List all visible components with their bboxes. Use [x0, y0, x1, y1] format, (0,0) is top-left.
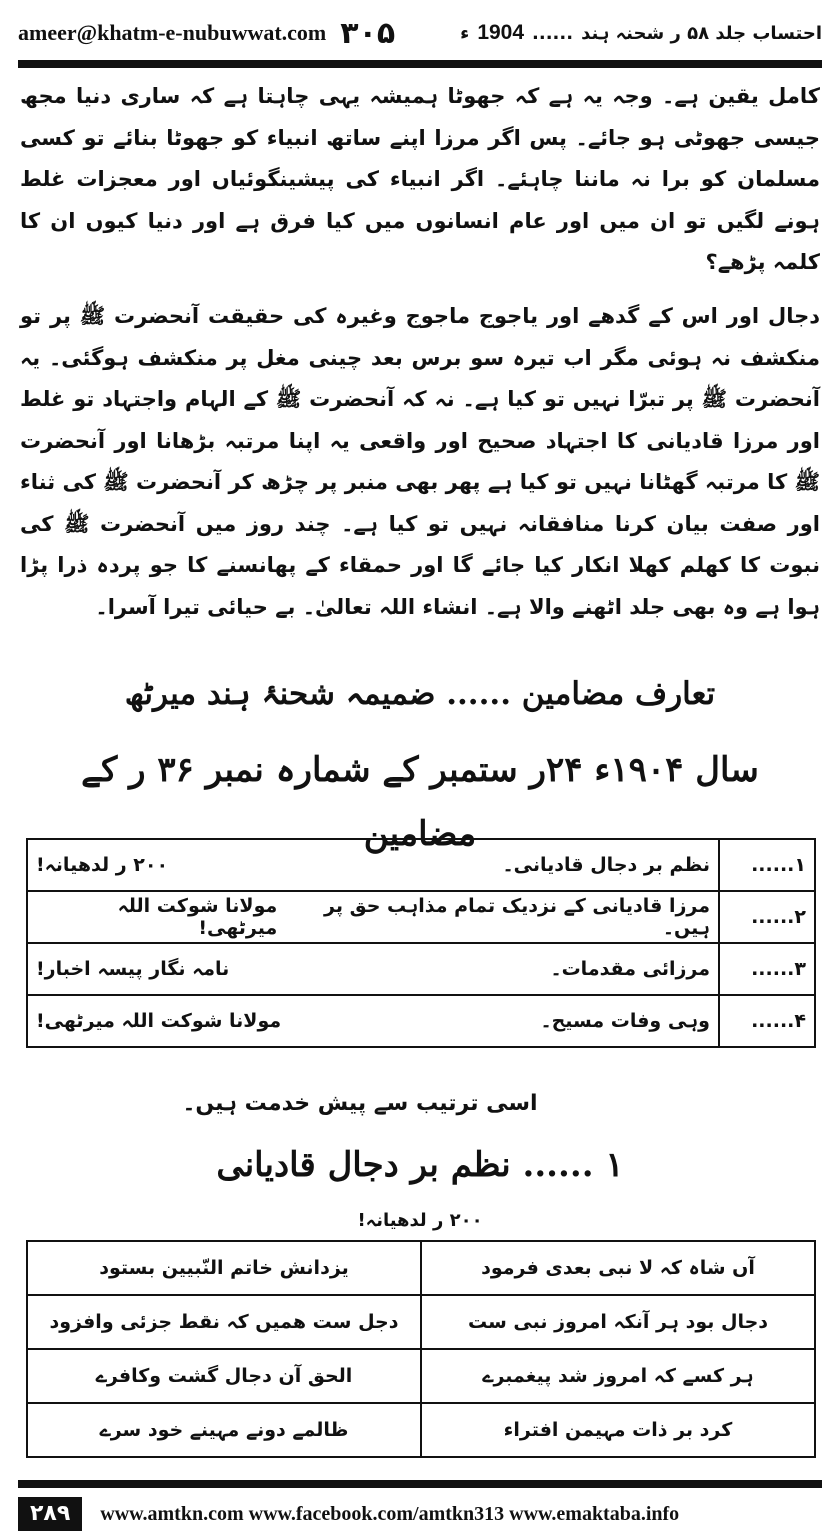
footer-websites[interactable]: www.amtkn.com www.facebook.com/amtkn313 www.emaktaba.info: [100, 1502, 680, 1525]
contents-row: [27, 995, 815, 1047]
contents-author: ۲۰۰ ر لدھیانہ!: [36, 854, 169, 876]
poem-verse: ظالمے دونے مہینے خود سرے: [27, 1403, 421, 1457]
contents-title: وہی وفات مسیح۔: [540, 1010, 710, 1032]
contents-number: ۳......: [719, 943, 815, 995]
contents-cell: [27, 839, 719, 891]
poem-verse: آں شاہ کہ لا نبی بعدی فرمود: [421, 1241, 815, 1295]
header-year-suffix: ء: [460, 22, 470, 44]
poem-row: [27, 1241, 815, 1295]
contents-cell: [27, 943, 719, 995]
intro-line: اسی ترتیب سے پیش خدمت ہیں۔: [182, 1091, 538, 1116]
poem-verse: یزدانش خاتم النّبیین بستود: [27, 1241, 421, 1295]
poem-title: ۱ ...... نظم بر دجال قادیانی: [216, 1145, 624, 1185]
contents-number: ۲......: [719, 891, 815, 943]
poem-verse: ہر کسے کہ امروز شد پیغمبرے: [421, 1349, 815, 1403]
contents-author: مولانا شوکت اللہ میرٹھی!: [36, 1010, 282, 1032]
contents-number: ۴......: [719, 995, 815, 1047]
header-right: [460, 21, 822, 45]
page-header: [18, 10, 822, 56]
paragraph-2: دجال اور اس کے گدھے اور یاجوج ماجوج وغیرہ کی حقیقت آنحضرت ﷺ پر تو منکشف نہ ہوئی مگر اب تیرہ سو برس بعد چینی مغل پر منکشف ہوگئی۔ یہ آنحضرت ﷺ پر تبرّا نہیں تو کیا ہے۔ نہ کہ آنحضرت ﷺ کے الہام واجتہاد تو غلط اور مرزا قادیانی کا اجتہاد صحیح اور واقعی یہ اپنا مرتبہ بڑھانا اور آنحضرت ﷺ کا مرتبہ گھٹانا نہیں تو کیا ہے پھر بھی منبر پر چڑھ کر آنحضرت ﷺ کی ثناء اور صفت بیان کرنا منافقانہ نہیں تو کیا ہے۔ چند روز میں آنحضرت ﷺ کی نبوت کا کھلم کھلا انکار کیا جائے گا اور حمقاء کے پھانسنے کا جو پردہ ذرا پڑا ہوا ہے وہ بھی جلد اٹھنے والا ہے۔ انشاء اللہ تعالیٰ۔ بے حیائی تیرا آسرا۔: [20, 304, 821, 619]
contents-author: مولانا شوکت اللہ میرٹھی!: [117, 895, 278, 939]
poem-author: ۲۰۰ ر لدھیانہ!: [357, 1210, 483, 1231]
contents-row: [27, 943, 815, 995]
footer-page-number: ۲۸۹: [18, 1497, 82, 1531]
poem-verse: دجل ست ھمیں کہ نقط جزئی وافزود: [27, 1295, 421, 1349]
issue-heading: سال ۱۹۰۴ء ۲۴ر ستمبر کے شمارہ نمبر ۳۶ ر کے مضامین: [81, 750, 759, 854]
bottom-divider: [18, 1480, 822, 1488]
poem-row: [27, 1349, 815, 1403]
poem-verse: دجال بود ہر آنکہ امروز نبی ست: [421, 1295, 815, 1349]
contents-row: [27, 891, 815, 943]
contents-cell: [27, 891, 719, 943]
contents-cell: [27, 995, 719, 1047]
header-email[interactable]: ameer@khatm-e-nubuwwat.com: [18, 20, 327, 45]
contents-title: نظم بر دجال قادیانی۔: [502, 854, 710, 876]
poem-verse: کرد بر ذات مہیمن افتراء: [421, 1403, 815, 1457]
poem-verse: الحق آن دجال گشت وکافرے: [27, 1349, 421, 1403]
top-divider: [18, 60, 822, 68]
contents-table: [26, 838, 816, 1048]
contents-author: نامہ نگار پیسہ اخبار!: [36, 958, 230, 980]
contents-title: مرزا قادیانی کے نزدیک تمام مذاہب حق پر ہیں۔: [324, 895, 710, 939]
header-page-number: ۳۰۵: [340, 15, 396, 51]
contents-heading: تعارف مضامین ...... ضمیمہ شحنۂ ہند میرٹھ: [124, 676, 716, 712]
poem-table: [26, 1240, 816, 1458]
contents-title: مرزائی مقدمات۔: [550, 958, 710, 980]
header-year: 1904: [477, 21, 525, 44]
poem-row: [27, 1403, 815, 1457]
page-footer: [18, 1494, 822, 1534]
poem-row: [27, 1295, 815, 1349]
contents-number: ۱......: [719, 839, 815, 891]
header-series: احتساب جلد ۵۸ ر شحنہ ہند: [581, 22, 822, 44]
header-dots: ......: [532, 22, 574, 44]
contents-row: [27, 839, 815, 891]
header-left: [18, 16, 395, 51]
paragraph-1: کامل یقین ہے۔ وجہ یہ ہے کہ جھوٹا ہمیشہ یہی چاہتا ہے کہ ساری دنیا مجھ جیسی جھوٹی ہو جائے۔ پس اگر مرزا اپنے ساتھ انبیاء کو جھوٹا بنائے تو کسی مسلمان کو برا نہ ماننا چاہئے۔ اگر انبیاء کی پیشینگوئیاں اور معجزات غلط ہونے لگیں تو ان میں اور عام انسانوں میں کیا فرق ہے اور دنیا کیوں ان کا کلمہ پڑھے؟: [20, 84, 820, 274]
